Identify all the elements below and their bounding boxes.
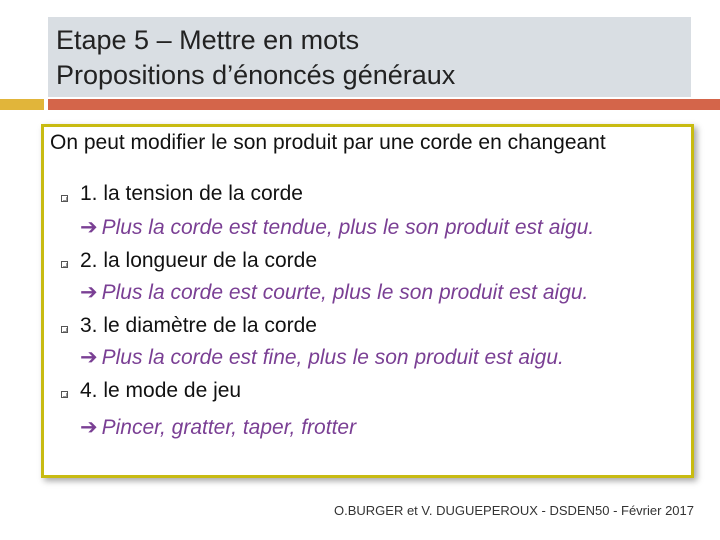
list-item-detail [80, 345, 564, 370]
intro-text: On peut modifier le son produit par une corde en changeant [50, 131, 606, 154]
arrow-right-icon: ➔ [80, 416, 98, 439]
square-bullet-icon [61, 195, 68, 202]
list-item-label: 4. le mode de jeu [80, 379, 242, 402]
list-item-detail [80, 215, 594, 240]
square-bullet-icon [61, 391, 68, 398]
list-item-label: 2. la longueur de la corde [80, 249, 317, 272]
list-item-label: 3. le diamètre de la corde [80, 314, 317, 337]
list-item-detail [80, 415, 356, 440]
slide-title-line-2: Propositions d’énoncés généraux [56, 60, 456, 90]
list-item-detail-text: Pincer, gratter, taper, frotter [101, 416, 357, 439]
list-item-detail-text: Plus la corde est tendue, plus le son produit est aigu. [101, 216, 595, 239]
accent-bar-yellow [0, 99, 44, 110]
list-item-detail [80, 280, 588, 305]
accent-bar-orange [48, 99, 720, 110]
arrow-right-icon: ➔ [80, 346, 98, 369]
list-item-detail-text: Plus la corde est courte, plus le son produit est aigu. [101, 281, 589, 304]
list-item-label: 1. la tension de la corde [80, 182, 303, 205]
list-item-detail-text: Plus la corde est fine, plus le son produit est aigu. [101, 346, 564, 369]
arrow-right-icon: ➔ [80, 216, 98, 239]
slide-footer: O.BURGER et V. DUGUEPEROUX - DSDEN50 - Février 2017 [333, 503, 694, 518]
arrow-right-icon: ➔ [80, 281, 98, 304]
slide-title-box [48, 17, 691, 97]
slide-title-line-1: Etape 5 – Mettre en mots [56, 25, 360, 55]
square-bullet-icon [61, 261, 68, 268]
square-bullet-icon [61, 326, 68, 333]
